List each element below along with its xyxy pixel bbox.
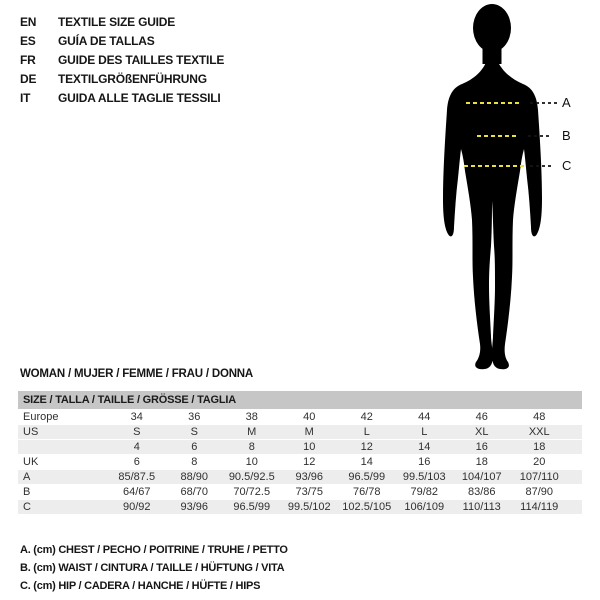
section-title-woman: WOMAN / MUJER / FEMME / FRAU / DONNA xyxy=(20,368,254,380)
size-cell: 44 xyxy=(418,411,431,423)
size-cell: 104/107 xyxy=(453,470,511,484)
size-table-row xyxy=(18,455,582,469)
size-table-row xyxy=(18,485,582,499)
size-cell: 12 xyxy=(338,440,396,454)
language-title: GUIDA ALLE TAGLIE TESSILI xyxy=(58,91,221,105)
size-cell: 6 xyxy=(133,456,140,468)
row-label xyxy=(18,440,108,454)
size-cell: 110/113 xyxy=(453,500,511,514)
row-filler xyxy=(568,485,582,499)
legend-line-c: C. (cm) HIP / CADERA / HANCHE / HÜFTE / HIPS xyxy=(20,580,261,592)
size-cell: S xyxy=(108,425,166,439)
silhouette xyxy=(443,4,542,369)
row-label: B xyxy=(23,486,31,498)
size-cell: 99.5/103 xyxy=(396,470,454,484)
size-cell: 38 xyxy=(245,411,258,423)
row-label: US xyxy=(18,425,108,439)
size-cell: 6 xyxy=(166,440,224,454)
language-title: GUIDE DES TAILLES TEXTILE xyxy=(58,53,225,67)
size-cell: 4 xyxy=(108,440,166,454)
row-filler xyxy=(568,500,582,514)
language-code: EN xyxy=(20,15,37,29)
measurement-labels xyxy=(562,95,571,173)
size-cell: 34 xyxy=(130,411,143,423)
size-cell: XXL xyxy=(511,425,569,439)
size-cell: XL xyxy=(453,425,511,439)
size-cell: 20 xyxy=(533,456,546,468)
label-hip-c: C xyxy=(562,158,572,173)
legend-line-b: B. (cm) WAIST / CINTURA / TAILLE / HÜFTUNG / VITA xyxy=(20,562,285,574)
row-label: C xyxy=(18,500,108,514)
size-cell: 14 xyxy=(396,440,454,454)
size-cell: 10 xyxy=(245,456,258,468)
legend-line-a: A. (cm) CHEST / PECHO / POITRINE / TRUHE / PETTO xyxy=(20,544,288,556)
label-waist-b: B xyxy=(562,128,571,143)
size-table-row xyxy=(18,500,582,514)
size-cell: 88/90 xyxy=(166,470,224,484)
size-cell: 42 xyxy=(360,411,373,423)
language-row-en xyxy=(20,13,224,32)
row-filler xyxy=(568,425,582,439)
woman-silhouette-svg xyxy=(430,0,600,380)
size-cell: M xyxy=(223,425,281,439)
size-cell: 93/96 xyxy=(281,470,339,484)
language-row-it xyxy=(20,89,224,108)
language-title: TEXTILGRÖßENFÜHRUNG xyxy=(58,72,207,86)
neck xyxy=(483,36,502,64)
size-cell: 83/86 xyxy=(467,486,496,498)
size-cell: 87/90 xyxy=(525,486,554,498)
size-cell: 14 xyxy=(360,456,373,468)
row-label: A xyxy=(18,470,108,484)
language-code: ES xyxy=(20,34,36,48)
label-chest-a: A xyxy=(562,95,571,110)
language-code: FR xyxy=(20,53,36,67)
size-cell: 48 xyxy=(533,411,546,423)
size-cell: 90/92 xyxy=(108,500,166,514)
size-cell: 68/70 xyxy=(180,486,209,498)
size-cell: 107/110 xyxy=(511,470,569,484)
size-cell: M xyxy=(281,425,339,439)
size-table-row xyxy=(18,440,582,454)
size-table-row xyxy=(18,410,582,424)
language-row-es xyxy=(20,32,224,51)
language-row-fr xyxy=(20,51,224,70)
size-cell: 16 xyxy=(418,456,431,468)
size-cell: 12 xyxy=(303,456,316,468)
row-label: Europe xyxy=(23,411,59,423)
row-filler xyxy=(568,455,582,469)
size-cell: 102.5/105 xyxy=(338,500,396,514)
size-cell: 106/109 xyxy=(396,500,454,514)
size-table-row xyxy=(18,470,582,484)
size-cell: 70/72.5 xyxy=(233,486,271,498)
size-cell: 76/78 xyxy=(352,486,381,498)
size-cell: 99.5/102 xyxy=(281,500,339,514)
size-table-body xyxy=(18,410,582,514)
size-cell: 73/75 xyxy=(295,486,324,498)
size-cell: 90.5/92.5 xyxy=(223,470,281,484)
language-title: TEXTILE SIZE GUIDE xyxy=(58,15,176,29)
size-cell: 36 xyxy=(188,411,201,423)
row-filler xyxy=(568,470,582,484)
language-row-de xyxy=(20,70,224,89)
row-filler xyxy=(568,440,582,454)
size-cell: 10 xyxy=(281,440,339,454)
language-code: DE xyxy=(20,72,37,86)
size-cell: 8 xyxy=(223,440,281,454)
size-cell: S xyxy=(166,425,224,439)
size-table-row xyxy=(18,425,582,439)
body xyxy=(443,60,542,369)
language-code: IT xyxy=(20,91,31,105)
size-cell: 46 xyxy=(475,411,488,423)
size-table xyxy=(18,390,582,515)
row-label: UK xyxy=(23,456,39,468)
size-cell: 96.5/99 xyxy=(338,470,396,484)
size-table-header-row xyxy=(18,391,582,409)
size-cell: 18 xyxy=(475,456,488,468)
row-filler xyxy=(568,410,582,424)
size-cell: L xyxy=(396,425,454,439)
size-cell: L xyxy=(338,425,396,439)
size-cell: 8 xyxy=(191,456,198,468)
size-cell: 18 xyxy=(511,440,569,454)
size-cell: 64/67 xyxy=(122,486,151,498)
size-table-header: SIZE / TALLA / TAILLE / GRÖSSE / TAGLIA xyxy=(18,391,582,409)
size-cell: 114/119 xyxy=(511,500,569,514)
size-cell: 96.5/99 xyxy=(223,500,281,514)
woman-silhouette-figure xyxy=(430,0,600,380)
size-cell: 40 xyxy=(303,411,316,423)
language-title: GUÍA DE TALLAS xyxy=(58,34,155,48)
size-cell: 79/82 xyxy=(410,486,439,498)
language-list xyxy=(20,13,224,108)
size-cell: 85/87.5 xyxy=(108,470,166,484)
size-cell: 93/96 xyxy=(166,500,224,514)
measurement-legend xyxy=(20,541,288,595)
size-cell: 16 xyxy=(453,440,511,454)
